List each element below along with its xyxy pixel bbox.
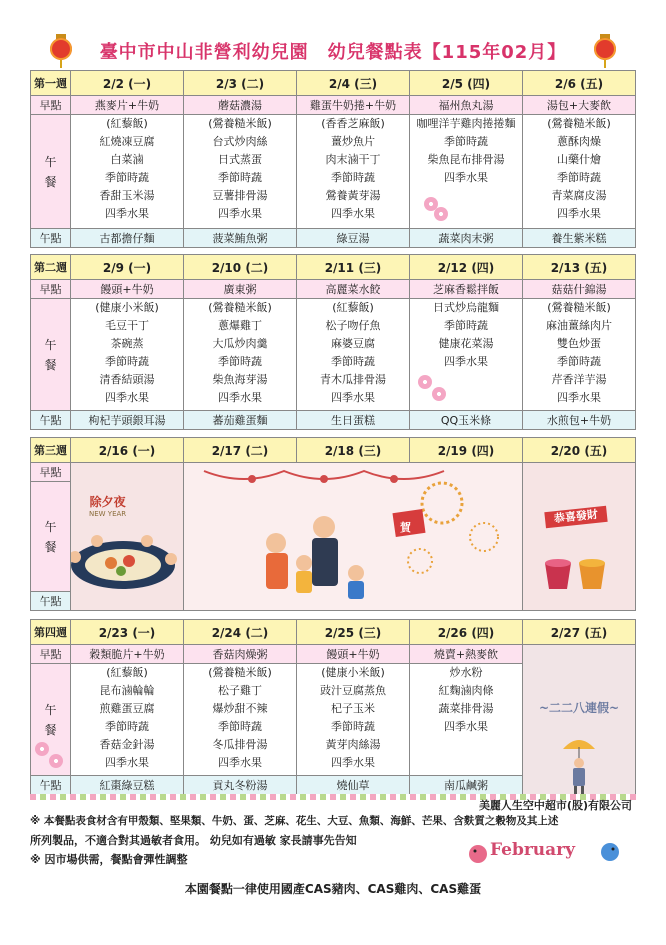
afternoon-snack-row — [31, 411, 636, 430]
afternoon-snack: 古都擔仔麵 — [71, 229, 184, 248]
dish: 健康花菜湯 — [438, 337, 494, 350]
week-name: 第二週 — [31, 255, 71, 280]
dish: 四季水果 — [331, 756, 375, 769]
morning-label: 早點 — [31, 645, 71, 664]
dish: 季節時蔬 — [331, 720, 375, 733]
supplier-name: 美麗人生空中超市(股)有限公司 — [478, 799, 632, 812]
dish: 雙色炒蛋 — [557, 337, 601, 350]
morning-snack-row — [31, 96, 636, 115]
dish: 青菜腐皮湯 — [551, 189, 607, 202]
dish: 芹香洋芋湯 — [551, 373, 607, 386]
afternoon-snack: 水煎包+牛奶 — [523, 411, 636, 430]
page-title: 臺中市中山非營利幼兒園 幼兒餐點表【115年02月】 — [99, 42, 567, 63]
dish: 豆薯排骨湯 — [212, 189, 268, 202]
spring-festival-cell — [184, 463, 523, 611]
afternoon-snack: 養生紫米糕 — [523, 229, 636, 248]
dish: 大瓜炒肉羹 — [212, 337, 268, 350]
afternoon-snack: 貢丸冬粉湯 — [184, 776, 297, 795]
dish: 紅燒凍豆腐 — [99, 135, 155, 148]
afternoon-label: 午點 — [31, 411, 71, 430]
dish: 柴魚昆布排骨湯 — [427, 153, 505, 166]
afternoon-snack: 綠豆湯 — [297, 229, 410, 248]
lunch-label: 午 餐 — [31, 299, 71, 411]
week-3-table — [30, 437, 636, 611]
blossom-icon — [432, 387, 446, 401]
dish: 季節時蔬 — [105, 720, 149, 733]
lunch-cell — [297, 299, 410, 411]
dish: 柴魚海芽湯 — [212, 373, 268, 386]
dish: 季節時蔬 — [105, 171, 149, 184]
morning-snack: 饅頭+牛奶 — [71, 280, 184, 299]
afternoon-snack: 南瓜鹹粥 — [410, 776, 523, 795]
lunch-label: 午 餐 — [31, 115, 71, 229]
dish: (紅藜飯) — [106, 117, 148, 130]
morning-snack: 廣東粥 — [184, 280, 297, 299]
dish: 蔥酥肉燥 — [557, 135, 601, 148]
blossom-icon — [418, 375, 432, 389]
lunch-row — [31, 299, 636, 411]
morning-label: 早點 — [31, 463, 71, 482]
prosperity-banner: 恭喜發財 — [544, 506, 607, 528]
dish: 清香結頭湯 — [99, 373, 155, 386]
day-header: 2/4 (三) — [297, 71, 410, 96]
morning-snack-row — [31, 280, 636, 299]
blossom-icon — [434, 207, 448, 221]
day-header: 2/3 (二) — [184, 71, 297, 96]
week-name: 第四週 — [31, 620, 71, 645]
afternoon-label: 午點 — [31, 592, 71, 611]
dish: (鶯養糙米飯) — [208, 301, 272, 314]
dish: 季節時蔬 — [218, 355, 262, 368]
dish: 四季水果 — [218, 207, 262, 220]
dish: 冬瓜排骨湯 — [212, 738, 268, 751]
week-header-row — [31, 71, 636, 96]
dish: 四季水果 — [331, 207, 375, 220]
dish: 四季水果 — [105, 207, 149, 220]
afternoon-label: 午點 — [31, 776, 71, 795]
afternoon-snack: 燒仙草 — [297, 776, 410, 795]
afternoon-snack-row — [31, 229, 636, 248]
dish: 麻油薑絲肉片 — [546, 319, 612, 332]
lunch-cell — [297, 664, 410, 776]
dish: 季節時蔬 — [218, 171, 262, 184]
day-header: 2/25 (三) — [297, 620, 410, 645]
morning-snack: 穀類脆片+牛奶 — [71, 645, 184, 664]
morning-snack: 雞蛋牛奶捲+牛奶 — [297, 96, 410, 115]
morning-snack: 香菇肉燥粥 — [184, 645, 297, 664]
dish: (紅藜飯) — [332, 301, 374, 314]
new-year-eve-cell — [71, 463, 184, 611]
dish: (鶯養糙米飯) — [208, 666, 272, 679]
day-header: 2/19 (四) — [410, 438, 523, 463]
dish: 毛豆干丁 — [105, 319, 149, 332]
dish: 山藥什燴 — [557, 153, 601, 166]
title-row — [0, 30, 666, 70]
morning-snack: 高麗菜水餃 — [297, 280, 410, 299]
day-header: 2/5 (四) — [410, 71, 523, 96]
dish: 四季水果 — [557, 207, 601, 220]
dish: 炒水粉 — [449, 666, 483, 679]
morning-label: 早點 — [31, 96, 71, 115]
february-label: February — [490, 840, 576, 860]
day-header: 2/27 (五) — [523, 620, 636, 645]
morning-snack: 芝麻香鬆拌飯 — [410, 280, 523, 299]
notes-line-1: ※ 本餐點表食材含有甲殼類、堅果類、牛奶、蛋、芝麻、花生、大豆、魚類、海鮮、芒果、含麩質之穀物及其上述 — [30, 815, 559, 827]
girl-with-umbrella-icon — [559, 735, 599, 795]
dish: 煎雞蛋豆腐 — [99, 702, 155, 715]
new-year-eve-subtitle: NEW YEAR — [89, 510, 127, 518]
morning-snack: 燕麥片+牛奶 — [71, 96, 184, 115]
dish: 季節時蔬 — [557, 355, 601, 368]
week-name: 第三週 — [31, 438, 71, 463]
dish: (健康小米飯) — [95, 301, 159, 314]
week-header-row — [31, 255, 636, 280]
lunch-label: 午 餐 — [31, 482, 71, 592]
day-header: 2/18 (三) — [297, 438, 410, 463]
lunch-cell — [410, 664, 523, 776]
dish: 香菇金針湯 — [99, 738, 155, 751]
morning-snack: 燒賣+熱麥飲 — [410, 645, 523, 664]
dish: 四季水果 — [444, 720, 488, 733]
day-header: 2/23 (一) — [71, 620, 184, 645]
lunch-cell — [410, 299, 523, 411]
day-header: 2/20 (五) — [523, 438, 636, 463]
lunch-cell — [71, 115, 184, 229]
morning-label: 早點 — [31, 280, 71, 299]
lunch-label: 午 餐 — [31, 664, 71, 776]
dish: 四季水果 — [557, 391, 601, 404]
dish: 蔬菜排骨湯 — [438, 702, 494, 715]
holiday-label: ~二二八連假~ — [538, 701, 620, 715]
dish: 季節時蔬 — [444, 319, 488, 332]
lunch-cell — [184, 299, 297, 411]
dish: 季節時蔬 — [557, 171, 601, 184]
dish: 麻婆豆腐 — [331, 337, 375, 350]
lunch-cell — [410, 115, 523, 229]
reunion-dinner-icon — [71, 535, 180, 595]
notes-line-3: ※ 因市場供需，餐點會彈性調整 — [30, 853, 188, 866]
dish: 季節時蔬 — [218, 720, 262, 733]
dish: 香甜玉米湯 — [99, 189, 155, 202]
lunch-cell — [184, 115, 297, 229]
dish: 季節時蔬 — [331, 171, 375, 184]
week-header-row — [31, 438, 636, 463]
dish: 季節時蔬 — [444, 135, 488, 148]
dish: 青木瓜排骨湯 — [320, 373, 386, 386]
dish: (鶯養糙米飯) — [547, 301, 611, 314]
dish: 四季水果 — [218, 756, 262, 769]
dish: 豉汁豆腐蒸魚 — [320, 684, 386, 697]
week-1-table — [30, 70, 636, 248]
lunch-cell — [71, 299, 184, 411]
dish: 季節時蔬 — [331, 355, 375, 368]
day-header: 2/26 (四) — [410, 620, 523, 645]
afternoon-snack: 生日蛋糕 — [297, 411, 410, 430]
blossom-icon — [49, 754, 63, 768]
dish: 四季水果 — [444, 355, 488, 368]
day-header: 2/11 (三) — [297, 255, 410, 280]
dish: (健康小米飯) — [321, 666, 385, 679]
afternoon-snack: 枸杞芋頭銀耳湯 — [71, 411, 184, 430]
afternoon-snack: QQ玉米條 — [410, 411, 523, 430]
greeting-character: 賀 — [400, 521, 411, 534]
dish: 松子雞丁 — [218, 684, 262, 697]
dish: 台式炒肉絲 — [212, 135, 268, 148]
dish: 四季水果 — [105, 391, 149, 404]
morning-snack: 菇菇什錦湯 — [523, 280, 636, 299]
morning-snack-row — [31, 645, 636, 664]
day-header: 2/2 (一) — [71, 71, 184, 96]
dish: 日式炒烏龍麵 — [433, 301, 499, 314]
week-header-row — [31, 620, 636, 645]
dish: 蔥爆雞丁 — [218, 319, 262, 332]
blossom-icon — [35, 742, 49, 756]
cas-meat-notice: 本園餐點一律使用國產CAS豬肉、CAS雞肉、CAS雞蛋 — [184, 882, 482, 896]
dish: 杞子玉米 — [331, 702, 375, 715]
dish: 日式蒸蛋 — [218, 153, 262, 166]
day-header: 2/12 (四) — [410, 255, 523, 280]
afternoon-snack: 紅棗綠豆糕 — [71, 776, 184, 795]
week-2-table — [30, 254, 636, 430]
dish: (鶯養糙米飯) — [208, 117, 272, 130]
prosperity-cell — [523, 463, 636, 611]
lunch-cell — [297, 115, 410, 229]
february-badge — [464, 830, 624, 872]
dish: 四季水果 — [105, 756, 149, 769]
new-year-eve-banner — [89, 493, 126, 518]
dish: 肉末滷干丁 — [325, 153, 381, 166]
morning-snack: 饅頭+牛奶 — [297, 645, 410, 664]
dish: (紅藜飯) — [106, 666, 148, 679]
dish: 咖哩洋芋雞肉捲捲麵 — [416, 117, 516, 130]
afternoon-snack: 蕃茄雞蛋麵 — [184, 411, 297, 430]
day-header: 2/13 (五) — [523, 255, 636, 280]
dish: 松子吻仔魚 — [325, 319, 381, 332]
fortune-cakes-icon — [541, 559, 611, 593]
dish: 爆炒甜不辣 — [212, 702, 268, 715]
dish: 黃芽肉絲湯 — [325, 738, 381, 751]
week-name: 第一週 — [31, 71, 71, 96]
dish: (鶯養糙米飯) — [547, 117, 611, 130]
day-header: 2/17 (二) — [184, 438, 297, 463]
dish: 薑炒魚片 — [331, 135, 375, 148]
dish: 鶯養黃芽湯 — [325, 189, 381, 202]
dish: 季節時蔬 — [105, 355, 149, 368]
morning-snack: 福州魚丸湯 — [410, 96, 523, 115]
dish: 昆布滷輪輪 — [99, 684, 155, 697]
dish: 四季水果 — [444, 171, 488, 184]
day-header: 2/16 (一) — [71, 438, 184, 463]
family-fireworks-illustration — [184, 463, 522, 609]
day-header: 2/9 (一) — [71, 255, 184, 280]
afternoon-label: 午點 — [31, 229, 71, 248]
day-header: 2/10 (二) — [184, 255, 297, 280]
dish: 紅麴滷肉條 — [438, 684, 494, 697]
lunch-cell — [523, 115, 636, 229]
week-4-table — [30, 619, 636, 795]
notes-line-2: 所列製品，不適合對其過敏者食用。 幼兒如有過敏 家長請事先告知 — [30, 834, 357, 847]
new-year-eve-title: 除夕夜 — [89, 495, 126, 509]
dish: 茶碗蒸 — [110, 337, 144, 350]
lunch-cell — [523, 299, 636, 411]
dish: (香香芝麻飯) — [321, 117, 385, 130]
morning-snack: 蘑菇濃湯 — [184, 96, 297, 115]
dish: 四季水果 — [218, 391, 262, 404]
afternoon-snack: 蔬菜肉末粥 — [410, 229, 523, 248]
morning-snack: 湯包+大麥飲 — [523, 96, 636, 115]
lunch-row — [31, 115, 636, 229]
day-header: 2/6 (五) — [523, 71, 636, 96]
holiday-cell — [523, 645, 636, 795]
morning-snack-row — [31, 463, 636, 482]
afternoon-snack: 菠菜鮪魚粥 — [184, 229, 297, 248]
dish: 白菜滷 — [110, 153, 144, 166]
lunch-cell — [184, 664, 297, 776]
day-header: 2/24 (二) — [184, 620, 297, 645]
lunch-cell — [71, 664, 184, 776]
dish: 四季水果 — [331, 391, 375, 404]
